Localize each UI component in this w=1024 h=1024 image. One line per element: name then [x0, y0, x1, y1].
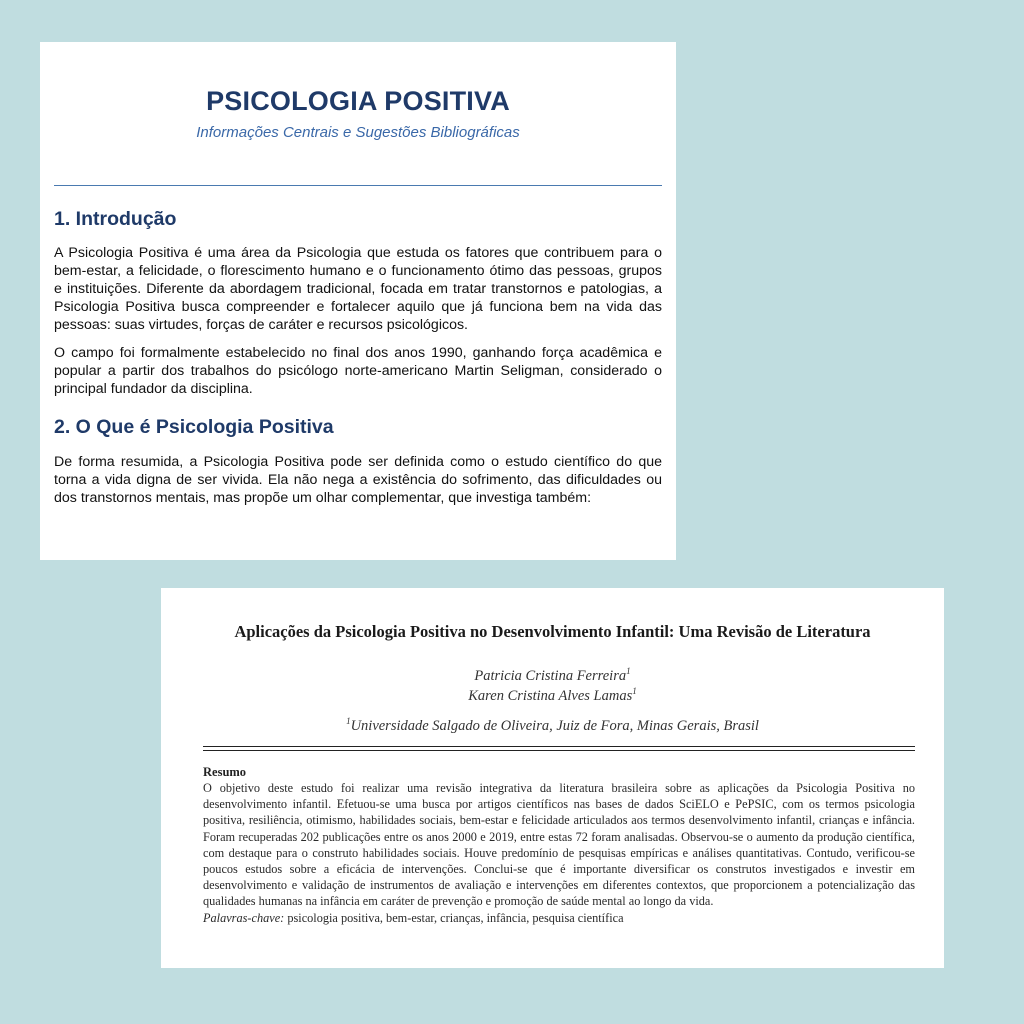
document-subtitle: Informações Centrais e Sugestões Bibliográficas [196, 124, 520, 141]
paper-title: Aplicações da Psicologia Positiva no Desenvolvimento Infantil: Uma Revisão de Literatura [234, 622, 871, 641]
affiliation-text: Universidade Salgado de Oliveira, Juiz de Fora, Minas Gerais, Brasil [350, 717, 759, 734]
section-heading-o-que-e: 2. O Que é Psicologia Positiva [54, 416, 334, 439]
paragraph: De forma resumida, a Psicologia Positiva pode ser definida como o estudo científico do que torna a vida digna de ser vivida. Ela não nega a existência do sofrimento, das dificuldades ou dos transtornos mentais, mas propõe um olhar complementar, que investiga também: [54, 453, 662, 506]
author-name: Karen Cristina Alves Lamas [468, 687, 633, 704]
affiliation-marker: 1 [346, 716, 351, 726]
author-line [161, 666, 944, 685]
document-card-paper-abstract [161, 588, 944, 968]
document-body [54, 208, 662, 517]
paragraph: A Psicologia Positiva é uma área da Psicologia que estuda os fatores que contribuem para o bem-estar, a felicidade, o florescimento humano e o funcionamento ótimo das pessoas, grupos e instituições. Diferente da abordagem tradicional, focada em tratar transtornos e patologias, a Psicologia Positiva busca compreender e fortalecer aquilo que já funciona bem na vida das pessoas: suas virtudes, forças de caráter e recursos psicológicos. [54, 245, 662, 334]
author-line [161, 686, 944, 705]
keywords-line [203, 910, 915, 926]
title-divider [54, 185, 662, 186]
document-title: PSICOLOGIA POSITIVA [206, 86, 510, 116]
document-card-psicologia-positiva [40, 42, 676, 560]
header-divider [203, 746, 915, 747]
keywords-label: Palavras-chave: [203, 910, 285, 925]
paragraph: O campo foi formalmente estabelecido no final dos anos 1990, ganhando força acadêmica e popular a partir dos trabalhos do psicólogo norte-americano Martin Seligman, considerado o principal fundador da disciplina. [54, 345, 662, 398]
keywords-text: psicologia positiva, bem-estar, crianças, infância, pesquisa científica [287, 910, 624, 925]
abstract-block [203, 764, 915, 926]
affiliation-line [161, 716, 944, 735]
abstract-text: O objetivo deste estudo foi realizar uma revisão integrativa da literatura brasileira sobre as aplicações da Psicologia Positiva no desenvolvimento infantil. Efetuou-se uma busca por artigos científicos nas bases de dados SciELO e PePSIC, com os termos psicologia positiva, resiliência, otimismo, habilidades sociais, bem-estar e felicidade articulados aos termos desenvolvimento infantil, crianças e infância. Foram recuperadas 202 publicações entre os anos 2000 e 2019, entre estas 72 foram analisadas. Observou-se o aumento da produção científica, com destaque para o construto habilidades sociais. Houve predomínio de pesquisas empíricas e análises quantitativas. Contudo, verificou-se poucos estudos sobre a eficácia de intervenções. Conclui-se que é importante diversificar os construtos investigados e investir em desenvolvimento e validação de instrumentos de avaliação e intervenções em diferentes contextos, que proporcionem a potencialização das qualidades humanas na infância em caráter de prevenção e promoção de saúde mental ao longo da vida. [203, 781, 915, 909]
affiliation-marker: 1 [632, 686, 637, 696]
author-name: Patricia Cristina Ferreira [474, 667, 627, 684]
affiliation-marker: 1 [626, 666, 631, 676]
section-heading-introducao: 1. Introdução [54, 208, 177, 230]
header-divider [203, 750, 915, 751]
abstract-heading: Resumo [203, 765, 247, 779]
